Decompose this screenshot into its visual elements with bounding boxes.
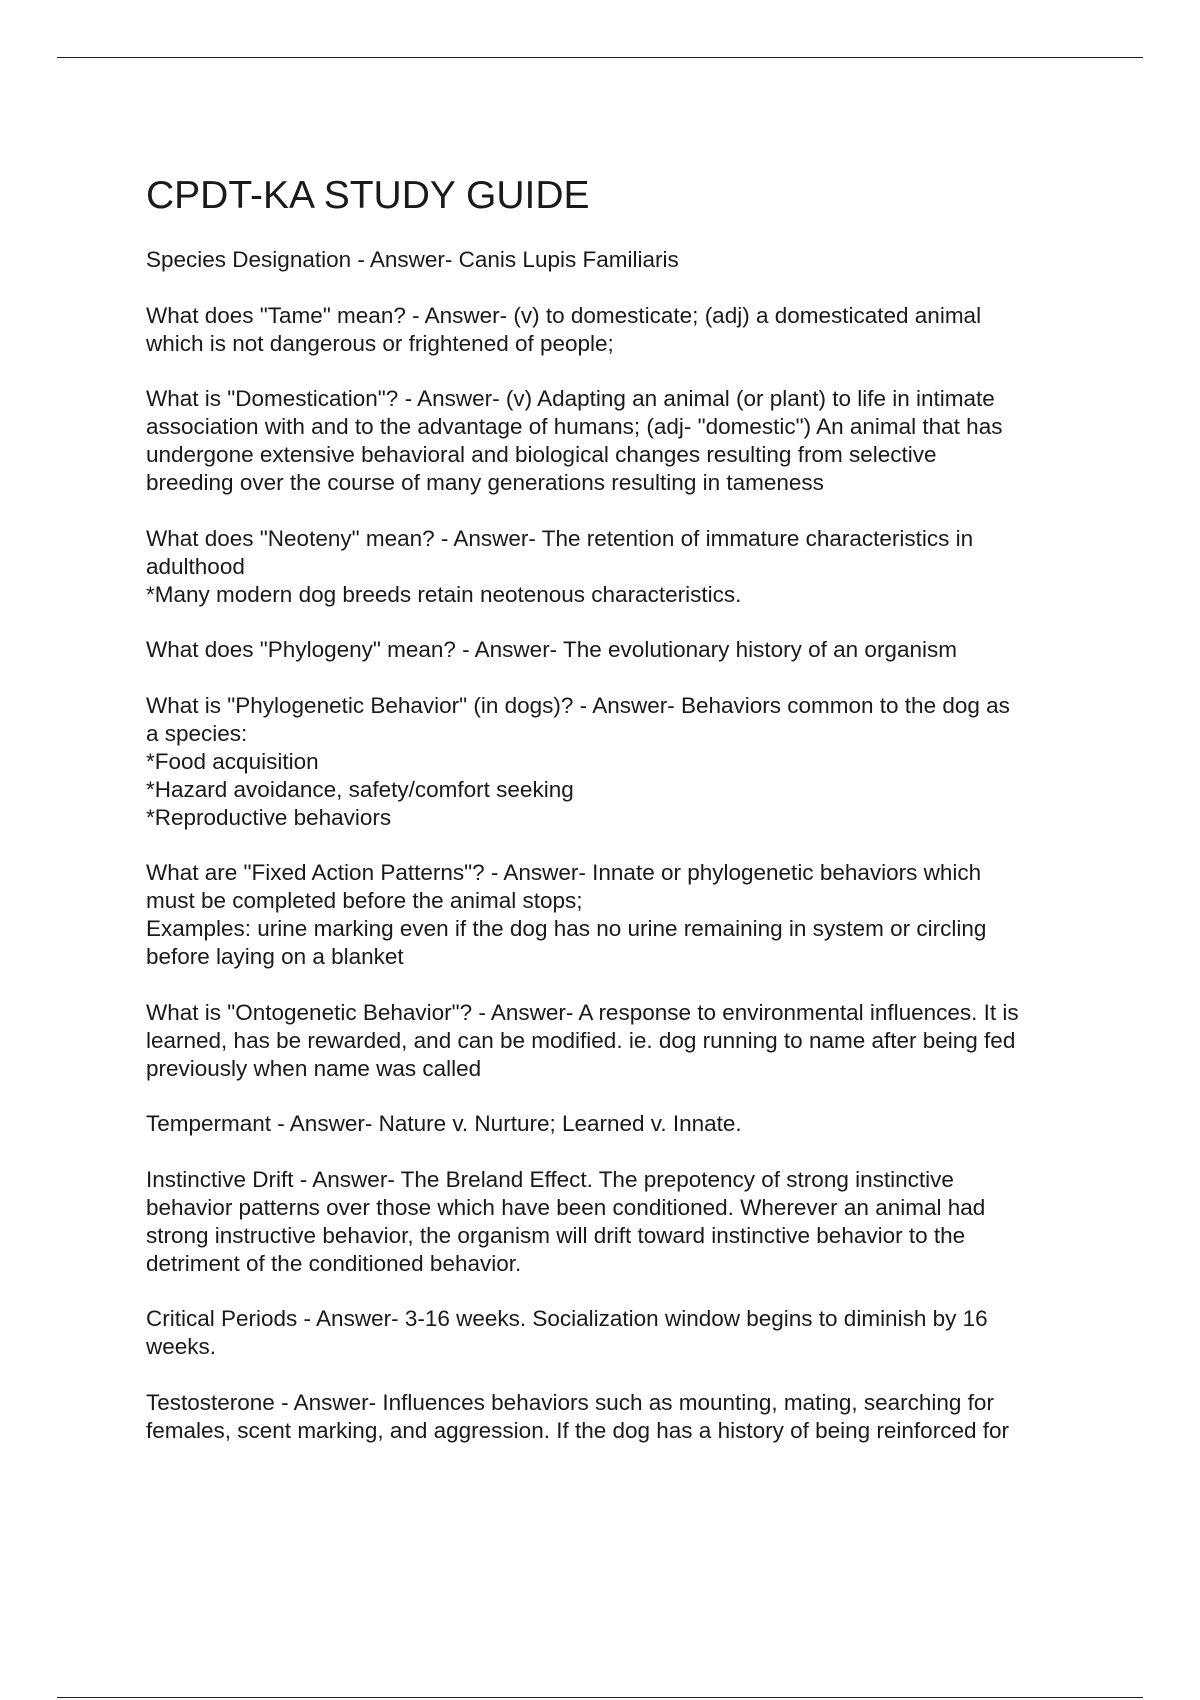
entry-line: What does "Phylogeny" mean? - Answer- The evolutionary history of an organism (146, 637, 957, 662)
entry-line: What are "Fixed Action Patterns"? - Answer- Innate or phylogenetic behaviors which (146, 860, 982, 885)
entry-line: weeks. (146, 1334, 217, 1359)
qa-entry (146, 692, 1096, 832)
bottom-rule (57, 1697, 1143, 1698)
entry-line: *Reproductive behaviors (146, 804, 392, 830)
qa-entry (146, 636, 1096, 664)
qa-entry (146, 525, 1096, 609)
entry-line: which is not dangerous or frightened of people; (146, 330, 614, 356)
entry-line: before laying on a blanket (146, 944, 404, 969)
entry-line: *Hazard avoidance, safety/comfort seeking (146, 776, 574, 802)
qa-entry (146, 1166, 1096, 1278)
top-rule (57, 57, 1143, 58)
entry-line: *Food acquisition (146, 748, 319, 774)
entry-line: Instinctive Drift - Answer- The Breland Effect. The prepotency of strong instinctive (146, 1166, 954, 1192)
entry-line: What does "Neoteny" mean? - Answer- The retention of immature characteristics in (146, 525, 974, 551)
entry-line: strong instructive behavior, the organism will drift toward instinctive behavior to the (146, 1222, 966, 1248)
entry-line: What does "Tame" mean? - Answer- (v) to domesticate; (adj) a domesticated animal (146, 302, 982, 328)
qa-entry (146, 1389, 1096, 1445)
entry-line: What is "Ontogenetic Behavior"? - Answer- A response to environmental influences. It is (146, 999, 1019, 1025)
qa-entry (146, 302, 1096, 358)
entry-line: a species: (146, 720, 248, 746)
entry-line: What is "Domestication"? - Answer- (v) Adapting an animal (or plant) to life in intimate (146, 386, 995, 411)
qa-entry (146, 1305, 1096, 1361)
entry-line: Tempermant - Answer- Nature v. Nurture; Learned v. Innate. (146, 1111, 742, 1136)
entry-line: association with and to the advantage of humans; (adj- "domestic") An animal that has (146, 414, 1003, 439)
entry-line: females, scent marking, and aggression. If the dog has a history of being reinforced for (146, 1417, 1009, 1443)
entry-line: undergone extensive behavioral and biological changes resulting from selective (146, 442, 937, 467)
entry-line: must be completed before the animal stops; (146, 888, 583, 913)
entry-list (146, 246, 1096, 1445)
qa-entry (146, 246, 1096, 274)
qa-entry (146, 999, 1096, 1083)
entry-line: detriment of the conditioned behavior. (146, 1250, 522, 1276)
entry-line: previously when name was called (146, 1055, 482, 1081)
document-body (146, 172, 1096, 1472)
entry-line: *Many modern dog breeds retain neotenous characteristics. (146, 581, 742, 607)
qa-entry (146, 859, 1096, 971)
document-title: CPDT-KA STUDY GUIDE (146, 174, 590, 217)
entry-line: learned, has be rewarded, and can be modified. ie. dog running to name after being fed (146, 1027, 1016, 1053)
entry-line: Testosterone - Answer- Influences behaviors such as mounting, mating, searching for (146, 1389, 994, 1415)
entry-line: What is "Phylogenetic Behavior" (in dogs)? - Answer- Behaviors common to the dog as (146, 692, 1010, 718)
qa-entry (146, 385, 1096, 497)
entry-line: Species Designation - Answer- Canis Lupis Familiaris (146, 247, 679, 272)
entry-line: behavior patterns over those which have been conditioned. Wherever an animal had (146, 1194, 986, 1220)
entry-line: breeding over the course of many generations resulting in tameness (146, 470, 824, 495)
entry-line: adulthood (146, 553, 245, 579)
qa-entry (146, 1110, 1096, 1138)
entry-line: Critical Periods - Answer- 3-16 weeks. Socialization window begins to diminish by 16 (146, 1306, 988, 1331)
entry-line: Examples: urine marking even if the dog has no urine remaining in system or circling (146, 916, 987, 941)
